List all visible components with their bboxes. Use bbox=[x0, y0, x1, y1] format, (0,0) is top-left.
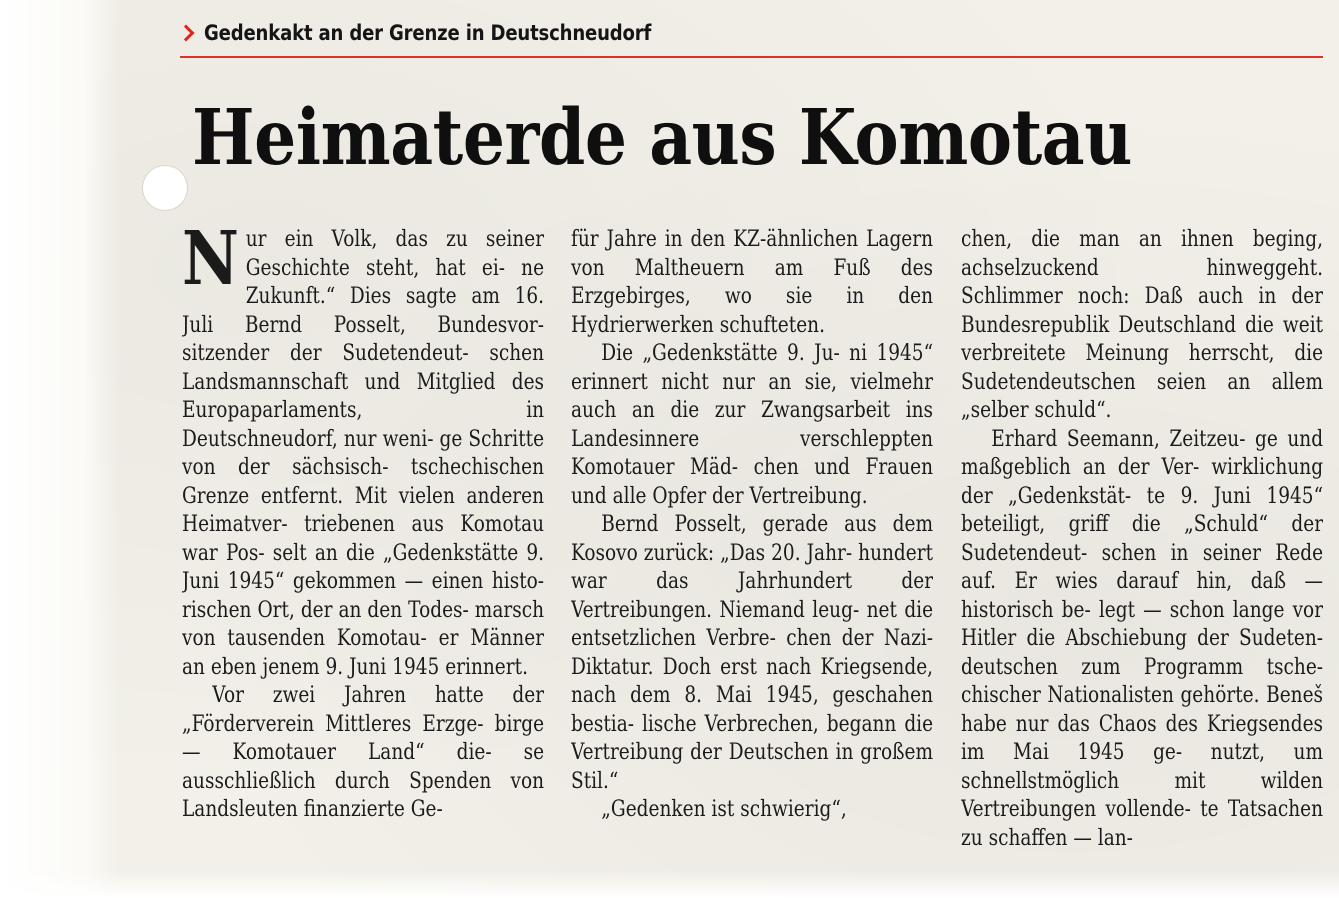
article-paragraph: chen, die man an ihnen beging, achselzuckend hinweggeht. Schlimmer noch: Daß auch in der Bundesrepublik Deutschland die weit verbreitete Meinung herrscht, die Sudetendeutschen seien an allem „selber schuld“. bbox=[961, 227, 1323, 423]
chevron-right-icon bbox=[178, 25, 195, 42]
article-paragraph: für Jahre in den KZ-ähnlichen Lagern von Maltheuern am Fuß des Erzgebirges, wo sie in den Hydrierwerken schufteten. bbox=[571, 227, 933, 338]
paragraph-text: ur ein Volk, das zu seiner Geschichte steht, hat ei- ne Zukunft.“ Dies sagte am 16. Juli Bernd Posselt, Bundesvor- sitzender der Sudetendeut- schen Landsmannschaft und Mitglied des Europaparlaments, in Deutschneudorf, nur weni- ge Schritte von der sächsisch- tschechischen Grenze entfernt. Mit vielen anderen Heimatver- triebenen aus Komotau war Pos- selt an die „Gedenkstätte 9. Juni 1945“ gekommen — einen histo- rischen Ort, der an den Todes- marsch von tausenden Komotau- er Männer an eben jenem 9. Juni 1945 erinnert. bbox=[182, 227, 544, 680]
article-column-1 bbox=[182, 226, 544, 886]
article-paragraph: Die „Gedenkstätte 9. Ju- ni 1945“ erinnert nicht nur an sie, vielmehr auch an die zur Zwangsarbeit ins Landesinnere verschleppten Komotauer Mäd- chen und Frauen und alle Opfer der Vertreibung. bbox=[571, 341, 933, 509]
article-paragraph: Vor zwei Jahren hatte der „Förderverein Mittleres Erzge- birge — Komotauer Land“ die- se ausschließlich durch Spenden von Landsleuten finanzierte Ge- bbox=[182, 683, 544, 822]
article-paragraph: Bernd Posselt, gerade aus dem Kosovo zurück: „Das 20. Jahr- hundert war das Jahrhundert der Vertreibungen. Niemand leug- net die entsetzlichen Verbre- chen der Nazi-Diktatur. Doch erst nach Kriegsende, nach dem 8. Mai 1945, geschahen bestia- lische Verbrechen, begann die Vertreibung der Deutschen in großem Stil.“ bbox=[571, 512, 933, 794]
kicker bbox=[180, 16, 724, 50]
article-paragraph: „Gedenken ist schwierig“, bbox=[601, 797, 847, 822]
drop-cap: N bbox=[182, 226, 239, 302]
punch-hole bbox=[142, 165, 188, 211]
article-column-2 bbox=[571, 226, 933, 886]
kicker-text: Gedenkakt an der Grenze in Deutschneudorf bbox=[204, 21, 652, 45]
scan-margin bbox=[0, 0, 120, 898]
kicker-rule bbox=[180, 56, 1323, 58]
article-paragraph bbox=[182, 226, 544, 682]
article-paragraph: Erhard Seemann, Zeitzeu- ge und maßgeblich an der Ver- wirklichung der „Gedenkstät- te 9. Juni 1945“ beteiligt, griff die „Schuld“ der Sudetendeut- schen in seiner Rede auf. Er wies darauf hin, daß — historisch be- legt — schon lange vor Hitler die Abschiebung der Sudeten- deutschen zum Programm tsche- chischer Nationalisten gehörte. Beneš habe nur das Chaos des Kriegsendes im Mai 1945 ge- nutzt, um schnellstmöglich mit wilden Vertreibungen vollende- te Tatsachen zu schaffen — lan- bbox=[961, 426, 1323, 851]
article-column-3 bbox=[961, 226, 1323, 886]
headline: Heimaterde aus Komotau bbox=[192, 93, 1133, 183]
